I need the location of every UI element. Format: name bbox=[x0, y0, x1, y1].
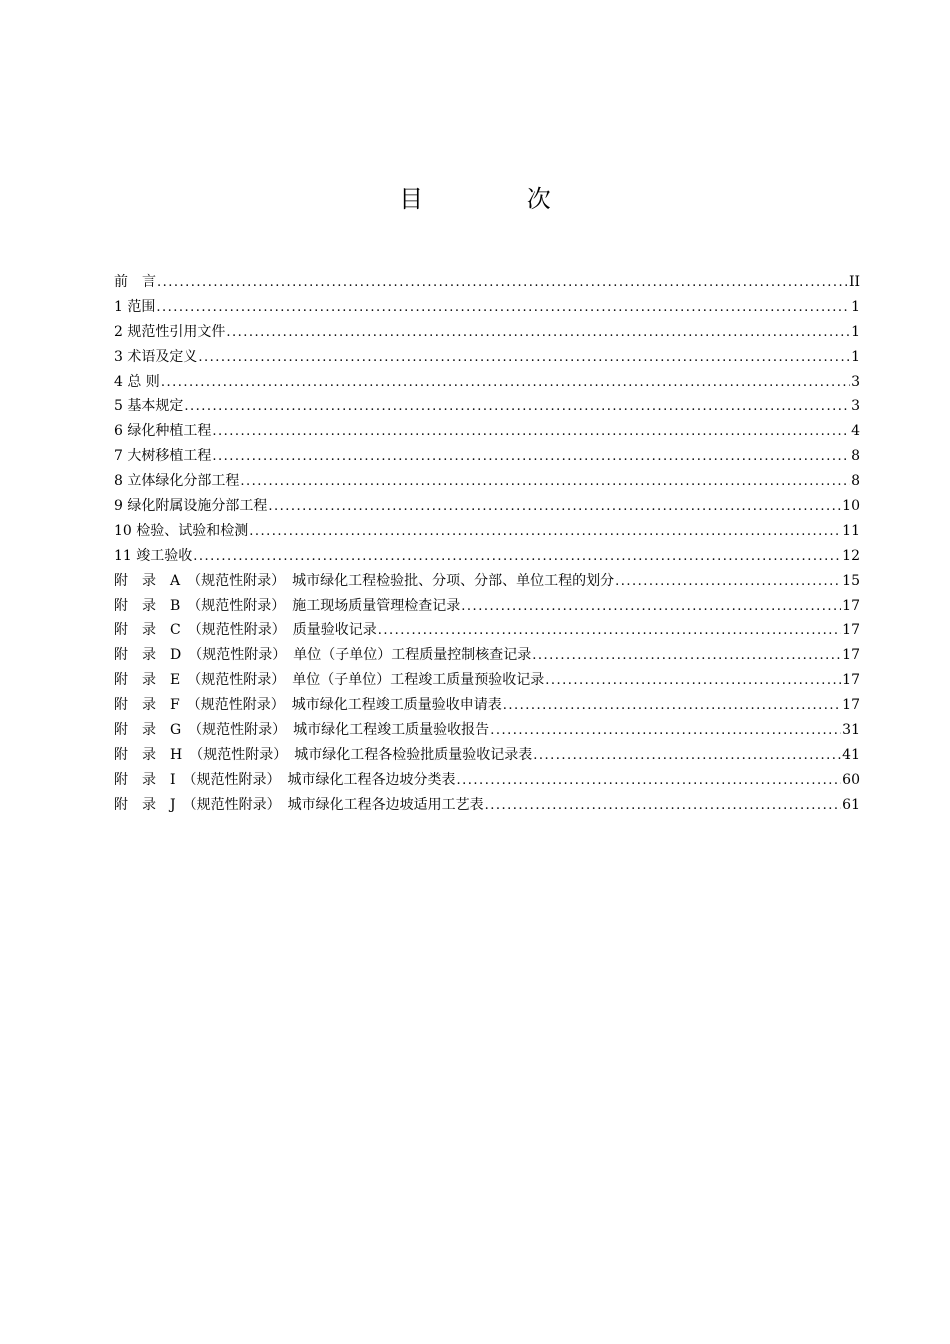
toc-entry[interactable] bbox=[114, 668, 860, 693]
toc-dot-leader bbox=[193, 545, 841, 570]
toc-entry[interactable] bbox=[114, 544, 860, 569]
toc-dot-leader bbox=[378, 619, 841, 644]
toc-entry-label: 5 基本规定 bbox=[114, 398, 184, 415]
toc-dot-leader bbox=[503, 694, 841, 719]
toc-entry-page-number: 15 bbox=[842, 572, 860, 589]
toc-entry-label: 附 录 B （规范性附录） 施工现场质量管理检查记录 bbox=[114, 597, 461, 614]
toc-entry-label: 附 录 J （规范性附录） 城市绿化工程各边坡适用工艺表 bbox=[114, 796, 484, 813]
toc-entry[interactable] bbox=[114, 718, 860, 743]
toc-entry-label: 7 大树移植工程 bbox=[114, 448, 212, 465]
toc-entry[interactable] bbox=[114, 494, 860, 519]
toc-dot-leader bbox=[184, 395, 850, 420]
toc-dot-leader bbox=[268, 495, 841, 520]
toc-entry-page-number: 17 bbox=[842, 672, 860, 689]
toc-entry-page-number: 17 bbox=[842, 622, 860, 639]
toc-entry[interactable] bbox=[114, 419, 860, 444]
toc-entry-label: 4 总 则 bbox=[114, 373, 160, 390]
toc-entry-page-number: 41 bbox=[842, 746, 860, 763]
toc-entry[interactable] bbox=[114, 295, 860, 320]
toc-entry-label: 附 录 I （规范性附录） 城市绿化工程各边坡分类表 bbox=[114, 771, 456, 788]
toc-entry-label: 10 检验、试验和检测 bbox=[114, 522, 249, 539]
toc-entry-page-number: 17 bbox=[842, 697, 860, 714]
toc-dot-leader bbox=[249, 520, 841, 545]
toc-entry[interactable] bbox=[114, 469, 860, 494]
toc-entry-page-number: 10 bbox=[842, 498, 860, 515]
toc-entry[interactable] bbox=[114, 693, 860, 718]
toc-dot-leader bbox=[212, 420, 850, 445]
toc-entry-page-number: 17 bbox=[842, 597, 860, 614]
toc-dot-leader bbox=[457, 769, 842, 794]
toc-entry-page-number: 8 bbox=[851, 448, 860, 465]
toc-entry-label: 附 录 E （规范性附录） 单位（子单位）工程竣工质量预验收记录 bbox=[114, 672, 545, 689]
toc-dot-leader bbox=[545, 669, 841, 694]
toc-dot-leader bbox=[615, 570, 841, 595]
toc-entry[interactable] bbox=[114, 643, 860, 668]
toc-entry[interactable] bbox=[114, 594, 860, 619]
toc-entry[interactable] bbox=[114, 519, 860, 544]
toc-entry-page-number: 17 bbox=[842, 647, 860, 664]
toc-entry-page-number: 61 bbox=[842, 796, 860, 813]
toc-entry-page-number: 60 bbox=[842, 771, 860, 788]
toc-entry-label: 前 言 bbox=[114, 274, 156, 290]
toc-entry-page-number: 1 bbox=[851, 323, 860, 340]
toc-entry-label: 8 立体绿化分部工程 bbox=[114, 473, 240, 490]
toc-entry-label: 附 录 H （规范性附录） 城市绿化工程各检验批质量验收记录表 bbox=[114, 746, 533, 763]
toc-entry-page-number: 12 bbox=[842, 547, 860, 564]
toc-entry-page-number: 11 bbox=[842, 522, 860, 539]
toc-entry-page-number: 3 bbox=[851, 373, 860, 390]
toc-entry-page-number: 1 bbox=[851, 348, 860, 365]
toc-entry-page-number: 1 bbox=[851, 298, 860, 315]
page-title: 目 次 bbox=[399, 185, 599, 213]
toc-dot-leader bbox=[532, 644, 841, 669]
toc-entry-label: 3 术语及定义 bbox=[114, 348, 198, 365]
toc-entry-label: 6 绿化种植工程 bbox=[114, 423, 212, 440]
toc-entry-label: 11 竣工验收 bbox=[114, 547, 193, 564]
toc-entry-label: 附 录 F （规范性附录） 城市绿化工程竣工质量验收申请表 bbox=[114, 697, 502, 714]
toc-entry[interactable] bbox=[114, 394, 860, 419]
toc-entry[interactable] bbox=[114, 618, 860, 643]
toc-entry-page-number: 31 bbox=[842, 722, 860, 739]
toc-entry[interactable] bbox=[114, 444, 860, 469]
toc-dot-leader bbox=[461, 595, 841, 620]
toc-entry[interactable] bbox=[114, 743, 860, 768]
toc-dot-leader bbox=[533, 744, 841, 769]
toc-entry[interactable] bbox=[114, 320, 860, 345]
toc-entry-label: 9 绿化附属设施分部工程 bbox=[114, 498, 268, 515]
toc-dot-leader bbox=[198, 346, 850, 371]
toc-entry-page-number: 8 bbox=[851, 473, 860, 490]
toc-entry[interactable] bbox=[114, 270, 860, 295]
toc-dot-leader bbox=[226, 321, 850, 346]
toc-entry[interactable] bbox=[114, 569, 860, 594]
toc-dot-leader bbox=[161, 371, 850, 396]
table-of-contents bbox=[114, 270, 860, 818]
toc-entry-label: 附 录 D （规范性附录） 单位（子单位）工程质量控制核查记录 bbox=[114, 647, 532, 664]
toc-dot-leader bbox=[212, 445, 850, 470]
toc-entry-label: 1 范围 bbox=[114, 298, 156, 315]
toc-entry-page-number: 4 bbox=[851, 423, 860, 440]
toc-entry[interactable] bbox=[114, 793, 860, 818]
toc-entry-label: 2 规范性引用文件 bbox=[114, 323, 226, 340]
toc-entry[interactable] bbox=[114, 768, 860, 793]
toc-entry-label: 附 录 A （规范性附录） 城市绿化工程检验批、分项、分部、单位工程的划分 bbox=[114, 572, 615, 589]
toc-dot-leader bbox=[485, 794, 842, 819]
toc-entry[interactable] bbox=[114, 345, 860, 370]
toc-entry-page-number: 3 bbox=[851, 398, 860, 415]
toc-entry[interactable] bbox=[114, 370, 860, 395]
toc-entry-label: 附 录 C （规范性附录） 质量验收记录 bbox=[114, 622, 377, 639]
toc-entry-page-number: II bbox=[848, 274, 860, 290]
toc-dot-leader bbox=[157, 271, 848, 296]
toc-entry-label: 附 录 G （规范性附录） 城市绿化工程竣工质量验收报告 bbox=[114, 722, 490, 739]
toc-dot-leader bbox=[240, 470, 850, 495]
toc-dot-leader bbox=[490, 719, 841, 744]
toc-dot-leader bbox=[156, 296, 850, 321]
